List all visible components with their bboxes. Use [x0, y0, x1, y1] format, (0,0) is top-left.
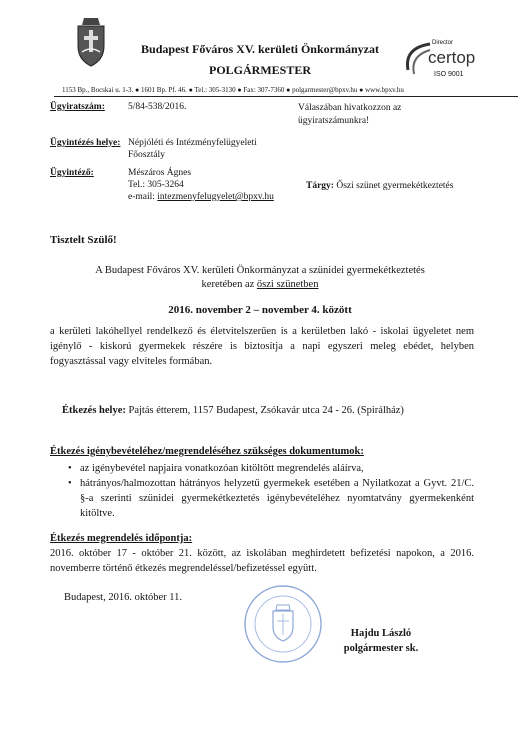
- contact-line: 1153 Bp., Bocskai u. 1-3. ● 1601 Bp. Pf. 46. ● Tel.: 305-3130 ● Fax: 307-7360 ● polgarmester@bpxv.hu ● www.bpxv.hu: [62, 86, 404, 94]
- cert-iso: ISO 9001: [434, 71, 464, 78]
- clerk-phone: Tel.: 305-3264: [128, 180, 184, 190]
- intro-text: keretében az: [201, 279, 257, 290]
- subject-label: Tárgy:: [306, 181, 334, 191]
- clerk-email-line: [128, 192, 274, 204]
- department-label: Ügyintézés helye:: [50, 138, 121, 148]
- list-item: • az igénybevétel napjaira vonatkozóan kitöltött megrendelés aláírva,: [68, 461, 474, 476]
- clerk-email-link[interactable]: intezmenyfelugyelet@bpxv.hu: [157, 192, 274, 202]
- cert-top-text: Director: [432, 40, 454, 46]
- intro-line-1: A Budapest Főváros XV. kerületi Önkormányzat a szünidei gyermekétkeztetés: [95, 265, 425, 276]
- reply-note-1: Válaszában hivatkozzon az: [298, 103, 402, 113]
- list-item: • hátrányos/halmozottan hátrányos helyzetű gyermekek esetében a Nyilatkozat a Gyvt. 21/C. §-a szerinti szünidei gyermekétkeztetés igénybevételéhez nyomtatvány gyermekenként kitöltve.: [68, 476, 474, 521]
- clerk-email-prefix: e-mail:: [128, 192, 158, 202]
- official-seal-stamp: [240, 583, 326, 665]
- clerk-label: Ügyintéző:: [50, 168, 94, 178]
- department-line-1: Népjóléti és Intézményfelügyeleti: [128, 138, 257, 148]
- reply-note-2: ügyiratszámunkra!: [298, 116, 370, 126]
- venue-line: [62, 405, 404, 416]
- order-text: 2016. október 17 - október 21. között, az iskolában meghirdetett befizetési napokon, a 2016. novemberre történő étkezés megrendeléssel/befizetéssel együtt.: [50, 548, 474, 574]
- salutation: Tisztelt Szülő!: [50, 234, 117, 246]
- signer-name: Hajdu László: [350, 628, 412, 639]
- subject-text: Őszi szünet gyermekétkeztetés: [336, 181, 454, 191]
- documents-list: [68, 461, 474, 521]
- date-range: 2016. november 2 – november 4. között: [168, 304, 352, 316]
- certop-logo: [400, 38, 508, 84]
- venue-label: Étkezés helye:: [62, 405, 126, 416]
- autumn-break-term: őszi szünetben: [256, 279, 319, 290]
- place-and-date: Budapest, 2016. október 11.: [64, 592, 183, 603]
- venue-text: Pajtás étterem, 1157 Budapest, Zsókavár utca 24 - 26. (Spirálház): [125, 405, 404, 416]
- office-title: POLGÁRMESTER: [208, 63, 311, 77]
- cert-brand: certop: [428, 48, 476, 67]
- header-divider: [54, 96, 518, 97]
- case-number-label: Ügyiratszám:: [50, 102, 105, 112]
- clerk-name: Mészáros Ágnes: [128, 168, 192, 178]
- signer-title: polgármester sk.: [343, 643, 419, 654]
- order-heading: Étkezés megrendelés időpontja:: [50, 533, 193, 544]
- case-number: 5/84-538/2016.: [128, 102, 187, 112]
- intro-line-2: [50, 278, 470, 292]
- main-paragraph: a kerületi lakóhellyel rendelkező és életvitelszerűen is a kerületben lakó - iskolai ügyeletet nem igénylő - kiskorú gyermekek részére is biztosítja a napi egyszeri meleg ebédet, helyben fogyasztással vagy elviteles formában.: [50, 326, 474, 367]
- organization-name: Budapest Főváros XV. kerületi Önkormányzat: [141, 42, 379, 56]
- department-line-2: Főosztály: [128, 150, 165, 160]
- subject-line: [306, 181, 453, 191]
- documents-heading: Étkezés igénybevételéhez/megrendeléséhez szükséges dokumentumok:: [50, 446, 364, 457]
